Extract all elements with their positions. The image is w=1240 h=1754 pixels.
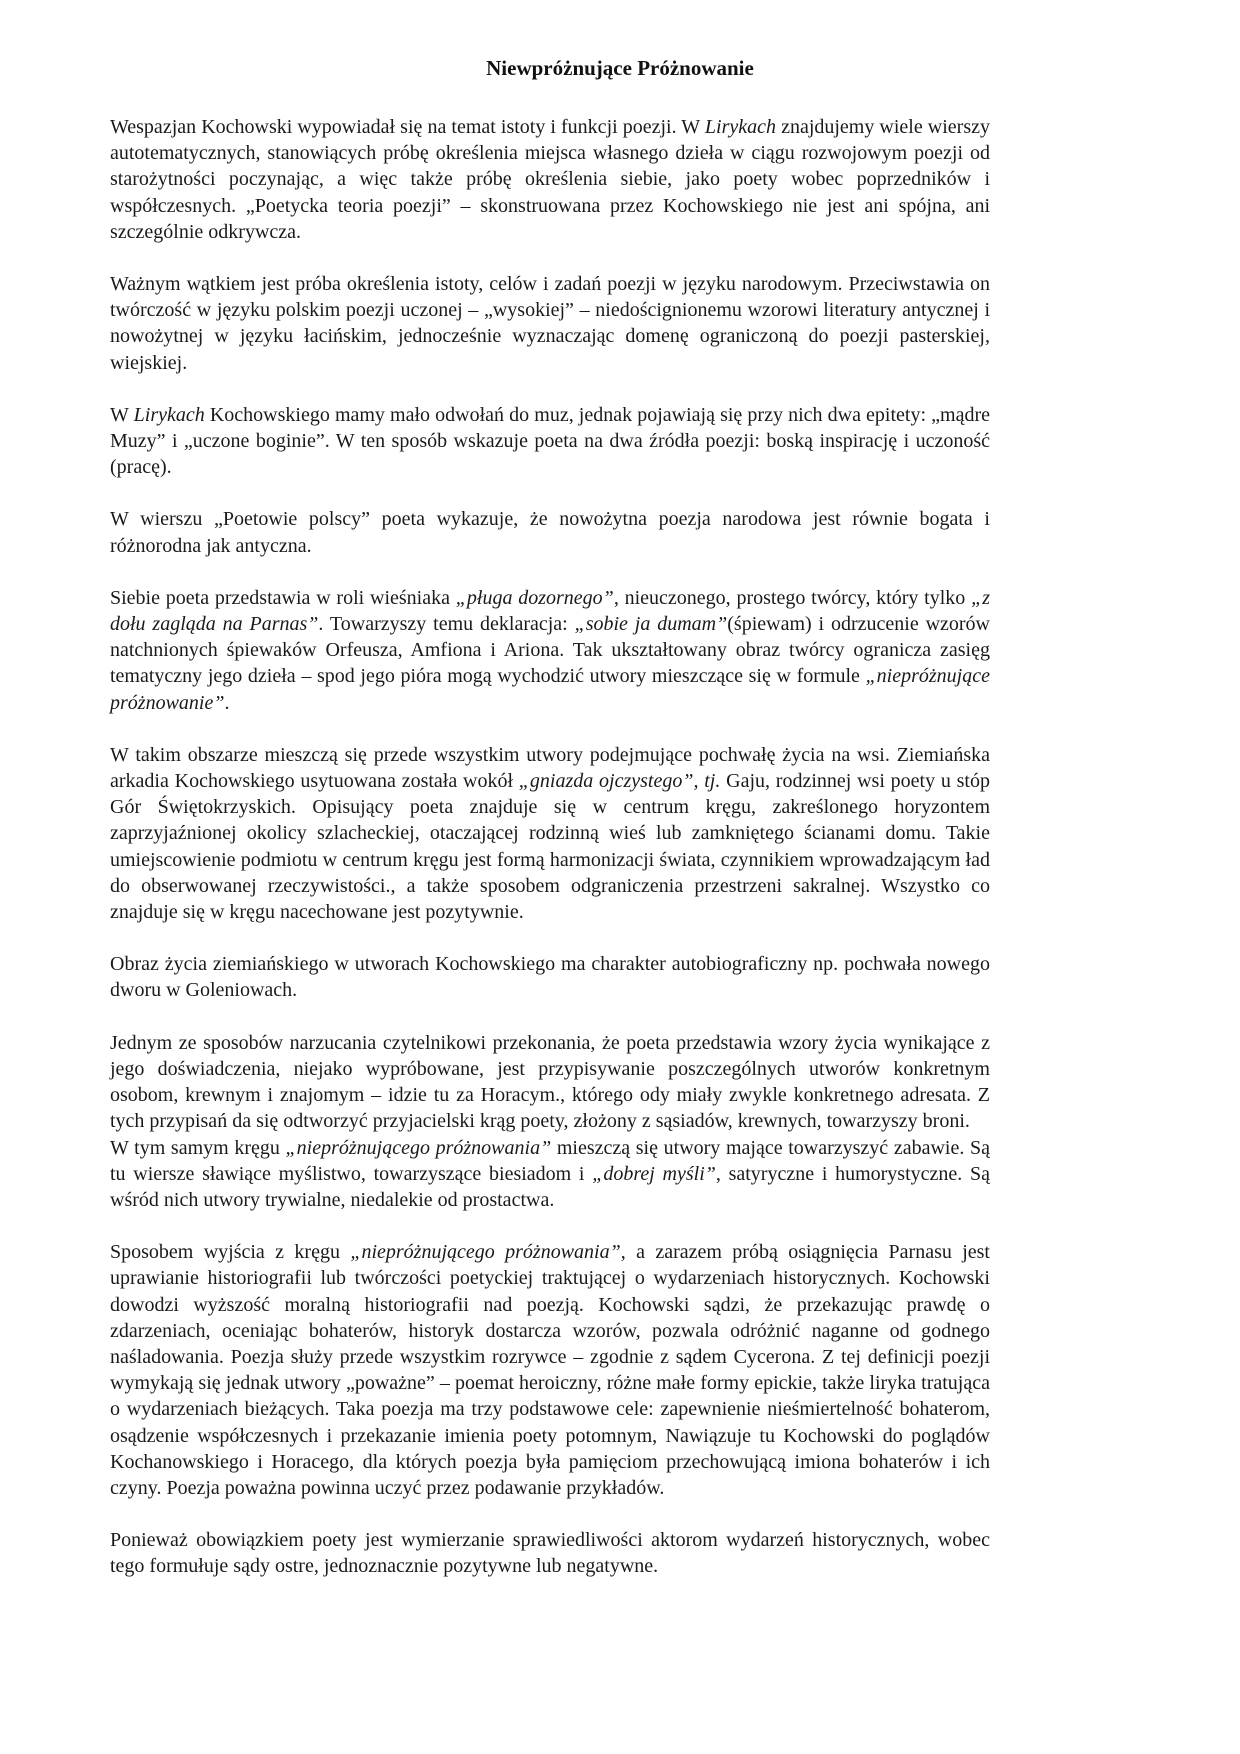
- paragraph-text: W tym samym kręgu: [110, 1136, 286, 1159]
- paragraph-text: znajdujemy wiele wierszy autotematycznych, stanowiących próbę określenia miejsca własnego dzieła w ciągu rozwojowym poezji od starożytności poczynając, a więc także próbę określenia siebie, jako poety wobec poprzedników i współczesnych. „Poetycka teoria poezji” – skonstruowana przez Kochowskiego nie jest ani spójna, ani szczególnie odkrywcza.: [110, 116, 991, 243]
- italic-text: Lirykach: [704, 116, 776, 138]
- italic-text: „pługa dozornego”: [455, 586, 614, 609]
- paragraph: [110, 585, 990, 716]
- italic-text: „gniazda ojczystego”, tj.: [518, 770, 721, 793]
- paragraph-text: , nieuczonego, prostego twórcy, który tylko: [613, 586, 972, 609]
- paragraph-text: W: [110, 403, 134, 426]
- paragraph: [110, 114, 990, 245]
- paragraph: [110, 1030, 990, 1135]
- paragraph: [110, 402, 990, 481]
- paragraph-text: Ważnym wątkiem jest próba określenia istoty, celów i zadań poezji w języku narodowym. Przeciwstawia on twórczość w języku polskim poezji uczonej – „wysokiej” – niedoścignionemu wzorowi literatury antycznej i nowożytnej w języku łacińskim, jednocześnie wyznaczając domenę ograniczoną do poezji pasterskiej, wiejskiej.: [110, 273, 990, 374]
- italic-text: „dobrej myśli”: [592, 1162, 716, 1185]
- paragraph-text: Gaju, rodzinnej wsi poety u stóp Gór Świętokrzyskich. Opisujący poeta znajduje się w centrum kręgu, zakreślonego horyzontem zaprzyjaźnionej okolicy szlacheckiej, otaczającej rodzinną wieś lub zamkniętego ścianami domu. Takie umiejscowienie podmiotu w centrum kręgu jest formą harmonizacji świata, czynnikiem wprowadzającym ład do obserwowanej rzeczywistości., a także sposobem odgraniczenia przestrzeni sakralnej. Wszystko co znajduje się w kręgu nacechowane jest pozytywnie.: [110, 770, 990, 924]
- paragraph-text: Jednym ze sposobów narzucania czytelnikowi przekonania, że poeta przedstawia wzory życia wynikające z jego doświadczenia, niejako wypróbowane, jest przypisywanie poszczególnych utworów konkretnym osobom, krewnym i znajomym – idzie tu za Horacym., którego ody miały zwykle konkretnego adresata. Z tych przypisań da się odtworzyć przyjacielski krąg poety, złożony z sąsiadów, krewnych, towarzyszy broni.: [110, 1031, 990, 1133]
- paragraph: [110, 742, 990, 925]
- italic-text: Lirykach: [133, 403, 205, 426]
- italic-text: „niepróżnującego próżnowania”: [350, 1241, 621, 1264]
- paragraph: [110, 271, 990, 376]
- paragraph-text: (śpiewam) i odrzucenie wzorów natchnionych śpiewaków Orfeusza, Amfiona i Ariona. Tak ukształtowany obraz twórcy ogranicza zasięg tematyczny jego dzieła – spod jego pióra mogą wychodzić utwory mieszczące się w formule: [110, 613, 990, 688]
- paragraph: [110, 506, 990, 558]
- page-title: Niewpróżnujące Próżnowanie: [486, 56, 754, 80]
- paragraph-text: .: [224, 691, 230, 714]
- paragraph-text: . Towarzyszy temu deklaracja:: [318, 613, 575, 636]
- paragraph: [110, 951, 990, 1003]
- paragraph-text: , a zarazem próbą osiągnięcia Parnasu jest uprawianie historiografii lub twórczości poetyckiej traktującej o wydarzeniach historycznych. Kochowski dowodzi wyższość moralną historiografii nad poezją. Kochowski sądzi, że przekazując prawdę o zdarzeniach, oceniając bohaterów, historyk dostarcza wzorów, pozwala odróżnić naganne od godnego naśladowania. Poezja służy przede wszystkim rozrywce – zgodnie z sądem Cycerona. Z tej definicji poezji wymykają się jednak utwory „poważne” – poemat heroiczny, różne małe formy epickie, także liryka tratująca o wydarzeniach bieżących. Taka poezja ma trzy podstawowe cele: zapewnienie nieśmiertelność bohaterom, osądzenie współczesnych i przekazanie imienia poety potomnym, Nawiązuje tu Kochowski do poglądów Kochanowskiego i Horacego, dla których poezja była pamięciom przechowującą imiona bohaterów i ich czyny. Poezja poważna powinna uczyć przez podawanie przykładów.: [110, 1241, 990, 1499]
- document-body: [110, 114, 990, 1606]
- paragraph-text: Kochowskiego mamy mało odwołań do muz, jednak pojawiają się przy nich dwa epitety: „mądre Muzy” i „uczone boginie”. W ten sposób wskazuje poeta na dwa źródła poezji: boską inspirację i uczoność (pracę).: [110, 403, 991, 479]
- paragraph-text: , satyryczne i humorystyczne. Są wśród nich utwory trywialne, niedalekie od prostactwa.: [110, 1162, 990, 1211]
- paragraph-text: Siebie poeta przedstawia w roli wieśniaka: [110, 586, 456, 609]
- italic-text: „sobie ja dumam”: [574, 613, 728, 636]
- paragraph: [110, 1239, 990, 1501]
- italic-text: „niepróżnującego próżnowania”: [285, 1136, 552, 1159]
- paragraph-text: Wespazjan Kochowski wypowiadał się na temat istoty i funkcji poezji. W: [110, 116, 705, 138]
- paragraph: [110, 1527, 990, 1579]
- paragraph-text: Ponieważ obowiązkiem poety jest wymierzanie sprawiedliwości aktorom wydarzeń historycznych, wobec tego formułuje sądy ostre, jednoznacznie pozytywne lub negatywne.: [110, 1529, 990, 1578]
- paragraph-text: Obraz życia ziemiańskiego w utworach Kochowskiego ma charakter autobiograficzny np. pochwała nowego dworu w Goleniowach.: [110, 953, 990, 1002]
- paragraph-text: W takim obszarze mieszczą się przede wszystkim utwory podejmujące pochwałę życia na wsi. Ziemiańska arkadia Kochowskiego usytuowana została wokół: [110, 743, 990, 793]
- italic-text: „niepróżnujące próżnowanie”: [110, 665, 990, 714]
- italic-text: „z dołu zagląda na Parnas”: [110, 586, 990, 636]
- paragraph-text: Sposobem wyjścia z kręgu: [110, 1241, 351, 1264]
- paragraph: [110, 1135, 990, 1214]
- paragraph-text: mieszczą się utwory mające towarzyszyć zabawie. Są tu wiersze sławiące myślistwo, towarzyszące biesiadom i: [110, 1136, 990, 1185]
- paragraph-text: W wierszu „Poetowie polscy” poeta wykazuje, że nowożytna poezja narodowa jest równie bogata i różnorodna jak antyczna.: [110, 508, 990, 557]
